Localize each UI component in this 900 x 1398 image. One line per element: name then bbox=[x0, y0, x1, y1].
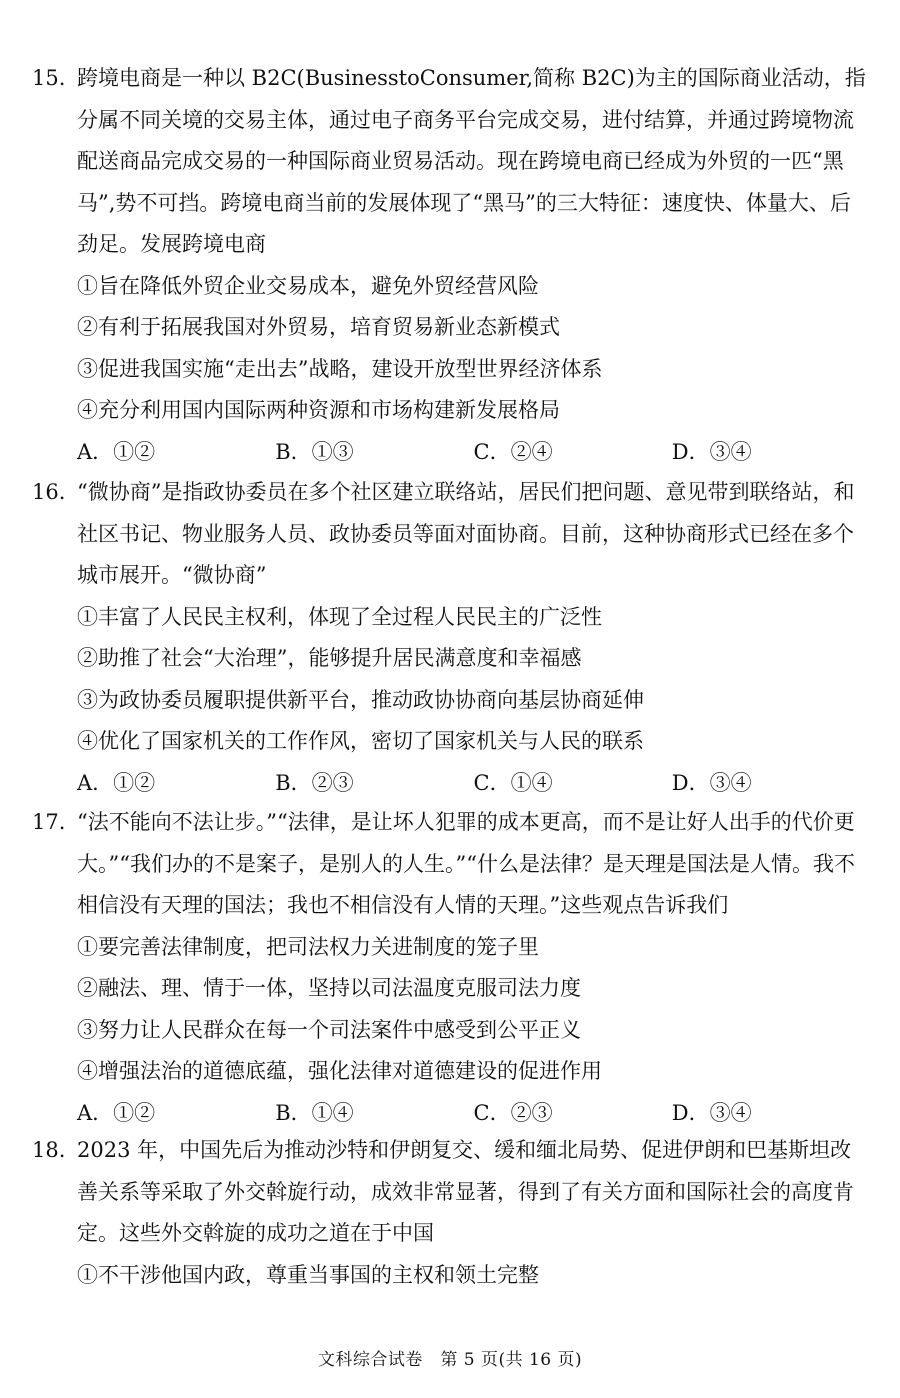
option-3: ③为政协委员履职提供新平台，推动政协协商向基层协商延伸 bbox=[77, 687, 644, 712]
choice-d: D．③④ bbox=[671, 439, 752, 464]
question-text: 2023 年，中国先后为推动沙特和伊朗复交、缓和缅北局势、促进伊朗和巴基斯坦改善关系等采取了外交斡旋行动，成效非常显著，得到了有关方面和国际社会的高度肯定。这些外交斡旋的成功之道在于中国 bbox=[77, 1138, 854, 1245]
option-4: ④增强法治的道德底蕴，强化法律对道德建设的促进作用 bbox=[77, 1059, 602, 1083]
question-stem bbox=[32, 1130, 870, 1255]
option-1: ①不干涉他国内政，尊重当事国的主权和领土完整 bbox=[77, 1262, 539, 1287]
choice-c: C．②③ bbox=[473, 1100, 553, 1125]
question-text: “法不能向不法让步。”“法律，是让坏人犯罪的成本更高，而不是让好人出手的代价更大。”“我们办的不是案子，是别人的人生。”“什么是法律？是天理是国法是人情。我不相信没有天理的国法；我也不相信没有人情的天理。”这些观点告诉我们 bbox=[77, 810, 855, 917]
question-16 bbox=[32, 472, 870, 804]
question-number: 16. bbox=[32, 480, 66, 504]
choice-c: C．②④ bbox=[473, 439, 553, 464]
choice-a: A．①② bbox=[77, 439, 156, 464]
choice-b: B．①④ bbox=[275, 1100, 354, 1125]
answer-choices bbox=[32, 432, 870, 474]
choice-b: B．②③ bbox=[275, 770, 354, 795]
question-number: 18. bbox=[32, 1138, 66, 1162]
choice-d: D．③④ bbox=[671, 770, 752, 795]
option-1: ①要完善法律制度，把司法权力关进制度的笼子里 bbox=[77, 934, 539, 959]
choice-c: C．①④ bbox=[473, 770, 553, 795]
question-stem bbox=[32, 472, 870, 597]
choice-a: A．①② bbox=[77, 770, 156, 795]
option-4: ④优化了国家机关的工作作风，密切了国家机关与人民的联系 bbox=[77, 729, 644, 753]
option-4: ④充分利用国内国际两种资源和市场构建新发展格局 bbox=[77, 398, 560, 422]
choice-a: A．①② bbox=[77, 1100, 156, 1125]
question-stem bbox=[32, 58, 870, 266]
page-footer: 文科综合试卷 第 5 页(共 16 页) bbox=[317, 1350, 583, 1370]
question-18 bbox=[32, 1130, 870, 1296]
option-2: ②有利于拓展我国对外贸易，培育贸易新业态新模式 bbox=[77, 315, 560, 339]
question-number: 15. bbox=[32, 66, 66, 90]
answer-choices bbox=[32, 1093, 870, 1135]
option-2: ②助推了社会“大治理”，能够提升居民满意度和幸福感 bbox=[77, 646, 582, 670]
option-3: ③努力让人民群众在每一个司法案件中感受到公平正义 bbox=[77, 1017, 581, 1042]
option-1: ①丰富了人民民主权利，体现了全过程人民民主的广泛性 bbox=[77, 604, 602, 629]
option-2: ②融法、理、情于一体，坚持以司法温度克服司法力度 bbox=[77, 976, 581, 1000]
question-17 bbox=[32, 802, 870, 1134]
question-text: “微协商”是指政协委员在多个社区建立联络站，居民们把问题、意见带到联络站，和社区书记、物业服务人员、政协委员等面对面协商。目前，这种协商形式已经在多个城市展开。“微协商” bbox=[77, 480, 855, 587]
answer-choices bbox=[32, 763, 870, 805]
option-3: ③促进我国实施“走出去”战略，建设开放型世界经济体系 bbox=[77, 356, 603, 381]
choice-b: B．①③ bbox=[275, 439, 354, 464]
question-stem bbox=[32, 802, 870, 927]
option-1: ①旨在降低外贸企业交易成本，避免外贸经营风险 bbox=[77, 273, 539, 298]
choice-d: D．③④ bbox=[671, 1100, 752, 1125]
question-text: 跨境电商是一种以 B2C(BusinesstoConsumer,简称 B2C)为主的国际商业活动，指分属不同关境的交易主体，通过电子商务平台完成交易，进付结算，并通过跨境物流配送商品完成交易的一种国际商业贸易活动。现在跨境电商已经成为外贸的一匹“黑马”,势不可挡。跨境电商当前的发展体现了“黑马”的三大特征：速度快、体量大、后劲足。发展跨境电商 bbox=[77, 66, 866, 256]
question-15 bbox=[32, 58, 870, 473]
question-number: 17. bbox=[32, 810, 66, 834]
